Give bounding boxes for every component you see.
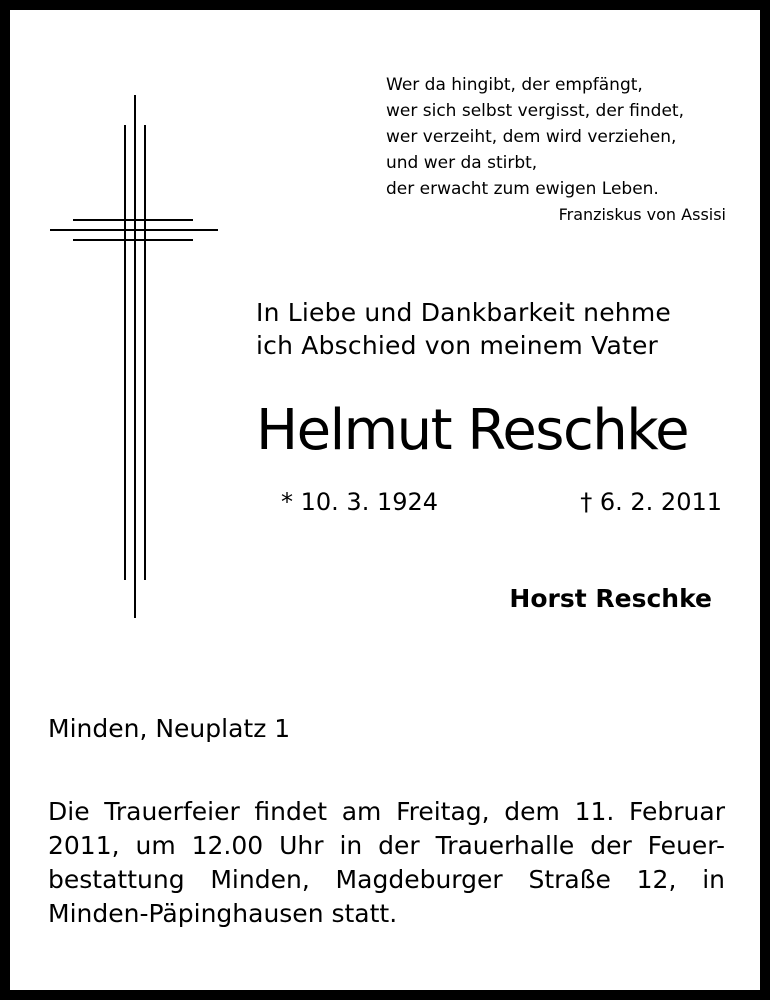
- birth-date: * 10. 3. 1924: [281, 488, 439, 516]
- quote-line: Wer da hingibt, der empfängt,: [386, 75, 643, 95]
- mourner-address: Minden, Neuplatz 1: [48, 714, 291, 743]
- service-line: Minden-Päpinghausen statt.: [48, 899, 398, 928]
- service-line: Die Trauerfeier findet am Freitag, dem 11. Februar: [48, 797, 725, 826]
- intro-line-1: In Liebe und Dankbarkeit nehme: [256, 298, 671, 327]
- death-date: † 6. 2. 2011: [580, 488, 722, 516]
- intro-line-2: ich Abschied von meinem Vater: [256, 331, 659, 360]
- intro-text: [256, 296, 671, 362]
- deceased-name: Helmut Reschke: [256, 398, 689, 463]
- quote-author: Franziskus von Assisi: [558, 205, 726, 224]
- quote-line: der erwacht zum ewigen Leben.: [386, 179, 659, 199]
- quote-line: und wer da stirbt,: [386, 153, 538, 173]
- service-line: bestattung Minden, Magdeburger Straße 12, in: [48, 865, 725, 894]
- cross-icon: [50, 85, 230, 625]
- life-dates: [256, 482, 722, 522]
- quote-line: wer sich selbst vergisst, der findet,: [386, 101, 684, 121]
- quote-line: wer verzeiht, dem wird verziehen,: [386, 127, 677, 147]
- epigraph-quote: [386, 72, 726, 228]
- mourner-name: Horst Reschke: [509, 584, 712, 613]
- funeral-service-info: [48, 795, 725, 931]
- service-line: 2011, um 12.00 Uhr in der Trauerhalle der Feuer-: [48, 831, 725, 860]
